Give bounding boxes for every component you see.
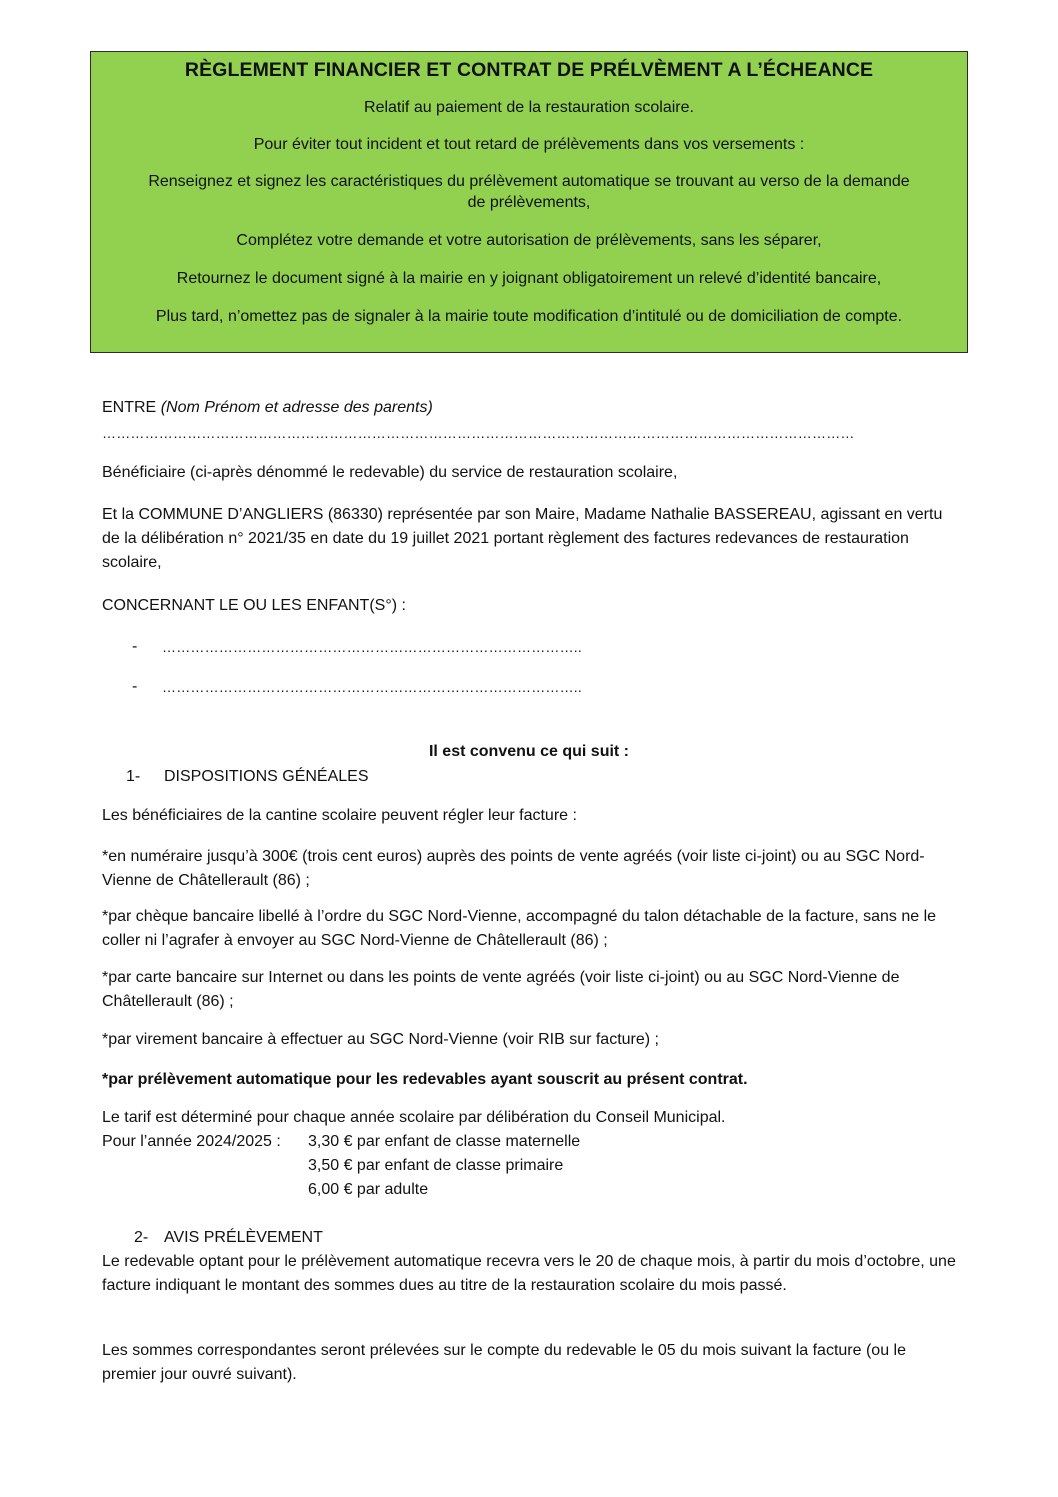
payment-option-card: *par carte bancaire sur Internet ou dans les points de vente agréés (voir liste ci-joint) ou au SGC Nord-Vienne de Châtellerault (86) ; [102, 969, 900, 1010]
commune-paragraph: Et la COMMUNE D’ANGLIERS (86330) représentée par son Maire, Madame Nathalie BASSEREAU, agissant en vertu de la délibération n° 2021/35 en date du 19 juillet 2021 portant règlement des factures redevances de restauration scolaire, [102, 506, 943, 571]
tarif-adulte: 6,00 € par adulte [308, 1181, 429, 1198]
payment-option-cash: *en numéraire jusqu’à 300€ (trois cent euros) auprès des points de vente agréés (voir liste ci-joint) ou au SGC Nord-Vienne de Châtellerault (86) ; [102, 848, 925, 889]
header-line-4: de prélèvements, [467, 194, 591, 211]
enfant-fill-line-1: …………………………………………………………………………….. [162, 639, 582, 655]
entre-label: ENTRE [102, 399, 157, 416]
entre-hint: (Nom Prénom et adresse des parents) [160, 399, 433, 416]
enfant-fill-line-2: …………………………………………………………………………….. [162, 679, 582, 695]
tarif-intro: Le tarif est déterminé pour chaque année scolaire par délibération du Conseil Municipal. [102, 1109, 726, 1126]
section1-heading: DISPOSITIONS GÉNÉALES [164, 768, 369, 785]
payment-option-transfer: *par virement bancaire à effectuer au SGC Nord-Vienne (voir RIB sur facture) ; [102, 1031, 659, 1048]
payment-option-direct-debit: *par prélèvement automatique pour les redevables ayant souscrit au présent contrat. [102, 1071, 748, 1088]
header-line-6: Retournez le document signé à la mairie en y joignant obligatoirement un relevé d’identité bancaire, [176, 270, 882, 287]
convenu-heading: Il est convenu ce qui suit : [428, 743, 630, 760]
document-title: RÈGLEMENT FINANCIER ET CONTRAT DE PRÉLVÈMENT A L’ÉCHEANCE [184, 59, 874, 81]
section2-paragraph-1: Le redevable optant pour le prélèvement automatique recevra vers le 20 de chaque mois, à partir du mois d’octobre, une facture indiquant le montant des sommes dues au titre de la restauration scolaire du mois passé. [102, 1253, 956, 1294]
tarif-maternelle: 3,30 € par enfant de classe maternelle [308, 1133, 581, 1150]
header-line-7: Plus tard, n’omettez pas de signaler à la mairie toute modification d’intitulé ou de domiciliation de compte. [155, 308, 903, 325]
payment-option-cheque: *par chèque bancaire libellé à l’ordre du SGC Nord-Vienne, accompagné du talon détachable de la facture, sans ne le coller ni l’agrafer à envoyer au SGC Nord-Vienne de Châtellerault (86) ; [102, 908, 937, 949]
beneficiaire-text: Bénéficiaire (ci-après dénommé le redevable) du service de restauration scolaire, [102, 464, 678, 481]
header-line-3: Renseignez et signez les caractéristiques du prélèvement automatique se trouvant au verso de la demande [148, 173, 910, 190]
section2-number: 2- [134, 1229, 149, 1246]
header-box [90, 51, 968, 353]
section1-intro: Les bénéficiaires de la cantine scolaire peuvent régler leur facture : [102, 807, 577, 824]
enfant-dash-1: - [132, 638, 138, 655]
header-line-5: Complétez votre demande et votre autorisation de prélèvements, sans les séparer, [236, 232, 822, 249]
entre-line [102, 396, 433, 420]
header-line-1: Relatif au paiement de la restauration scolaire. [364, 99, 694, 116]
section1-number: 1- [126, 768, 141, 785]
entre-fill-line: …………………………………………………………………………………………………………………………………………… [102, 425, 855, 441]
section2-heading: AVIS PRÉLÈVEMENT [164, 1229, 323, 1246]
enfant-dash-2: - [132, 678, 138, 695]
concernant-heading: CONCERNANT LE OU LES ENFANT(S°) : [102, 597, 406, 614]
section2-paragraph-2: Les sommes correspondantes seront prélevées sur le compte du redevable le 05 du mois suivant la facture (ou le premier jour ouvré suivant). [102, 1342, 906, 1383]
header-line-2: Pour éviter tout incident et tout retard de prélèvements dans vos versements : [253, 136, 805, 153]
tarif-primaire: 3,50 € par enfant de classe primaire [308, 1157, 564, 1174]
tarif-year: Pour l’année 2024/2025 : [102, 1133, 281, 1150]
